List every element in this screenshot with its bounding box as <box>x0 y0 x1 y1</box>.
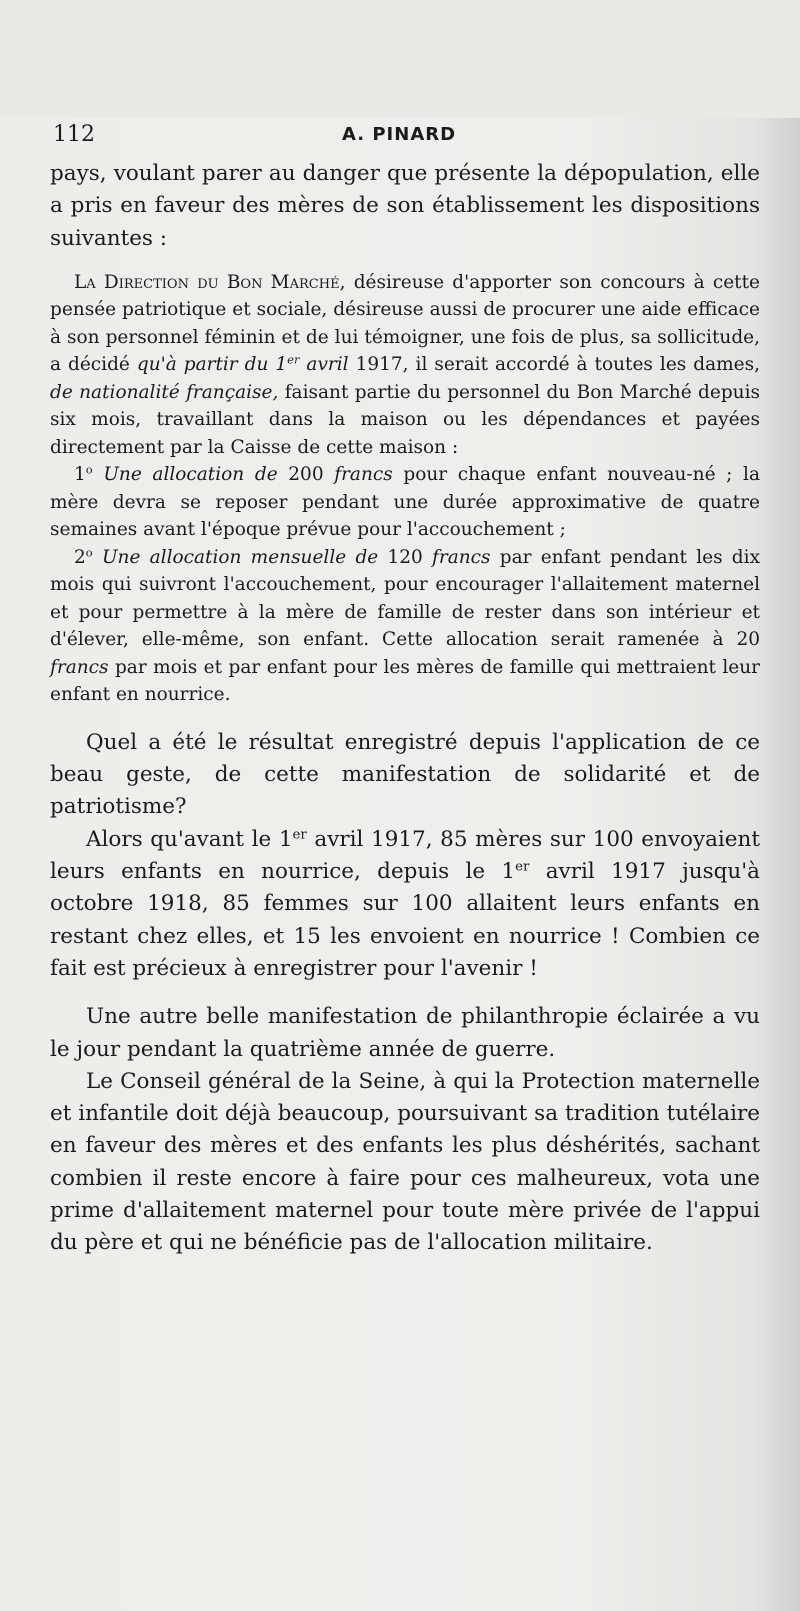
quote-italic-1-text: qu'à partir du 1 <box>136 354 288 376</box>
item-2-italic: Une allocation mensuelle de <box>101 546 379 568</box>
quote-year: 1917, <box>348 354 409 376</box>
quote-item-1 <box>50 461 760 544</box>
item-2-italic-francs: francs <box>50 656 109 678</box>
item-1-number-sup: o <box>85 463 93 478</box>
page-number: 112 <box>53 122 95 147</box>
page-header <box>50 118 760 158</box>
conseil-general-paragraph: Le Conseil général de la Seine, à qui la Protection maternelle et infantile doit déjà beaucoup, poursuivant sa tradition tutélaire en faveur des mères et des enfants les plus déshérités, sachant combien il reste encore à faire pour ces malheureux, vota une prime d'allaitement maternel pour toute mère privée de l'appui du père et qui ne bénéficie pas de l'allocation militaire. <box>50 1068 760 1256</box>
quote-text-3: faisant partie du personnel du Bon Marché depuis six mois, travaillant dans la maison ou les dépendances et payées directement par la Caisse de cette maison : <box>50 381 760 458</box>
stats-text-a: Alors qu'avant le 1 <box>86 826 293 852</box>
quote-text-1: désireuse d'apporter son concours à cette pensée patriotique et sociale, désireuse aussi de procurer une aide efficace à son personnel féminin et de lui témoigner, une fois de plus, sa sollicitude, a décidé <box>50 271 760 376</box>
stats-text-b: avril 1917, 85 mères sur 100 envoyaient leurs enfants en nourrice, depuis le 1 <box>50 826 760 885</box>
result-question-paragraph: Quel a été le résultat enregistré depuis l'application de ce beau geste, de cette manifestation de solidarité et de patriotisme? <box>50 729 760 820</box>
item-2-text-1: par enfant pendant les dix mois qui suivront l'accouchement, pour encourager l'allaitement maternel et pour permettre à la mère de famille de rester dans son intérieur et d'élever, elle-même, son enfant. Cette allocation serait ramenée à 20 <box>50 546 760 651</box>
quote-italic-1-sup: er <box>287 353 300 368</box>
quote-item-2 <box>50 544 760 709</box>
item-1-amount: 200 <box>277 464 335 486</box>
running-head: A. PINARD <box>342 124 457 145</box>
quote-italic-1-end: avril <box>299 354 349 376</box>
quote-text-2: il serait accordé à toutes les dames, <box>408 354 760 376</box>
item-2-number-sup: o <box>85 545 93 560</box>
stats-text-c: avril 1917 jusqu'à octobre 1918, 85 femmes sur 100 allaitent leurs enfants en restant chez elles, et 15 les envoient en nourrice ! Combien ce fait est précieux à enregistrer pour l'avenir ! <box>50 859 760 981</box>
quote-lead: La Direction du Bon Marché, <box>74 271 346 293</box>
quote-italic-2: de nationalité française, <box>50 381 279 403</box>
stats-sup-1: er <box>292 827 307 843</box>
philanthropy-paragraph: Une autre belle manifestation de philanthropie éclairée a vu le jour pendant la quatrième année de guerre. <box>50 1004 760 1062</box>
quote-paragraph <box>50 269 760 462</box>
item-2-number: 2 <box>74 546 86 568</box>
item-1-italic-end: francs <box>334 464 393 486</box>
item-1-italic: Une allocation de <box>103 464 278 486</box>
stats-sup-2: er <box>515 859 530 875</box>
intro-paragraph: pays, voulant parer au danger que présente la dépopulation, elle a pris en faveur des mères de son établissement les dispositions suivantes : <box>50 161 760 251</box>
item-2-amount: 120 <box>378 546 433 568</box>
book-page <box>0 118 800 1611</box>
item-1-number: 1 <box>74 464 86 486</box>
statistics-paragraph <box>50 824 760 985</box>
item-2-italic-end: francs <box>432 546 491 568</box>
item-2-text-2: par mois et par enfant pour les mères de famille qui mettraient leur enfant en nourrice. <box>50 656 760 706</box>
item-1-text: pour chaque enfant nouveau-né ; la mère devra se reposer pendant une durée approximative de quatre semaines avant l'époque prévue pour l'accouchement ; <box>50 464 760 541</box>
quote-italic-1 <box>137 354 349 375</box>
